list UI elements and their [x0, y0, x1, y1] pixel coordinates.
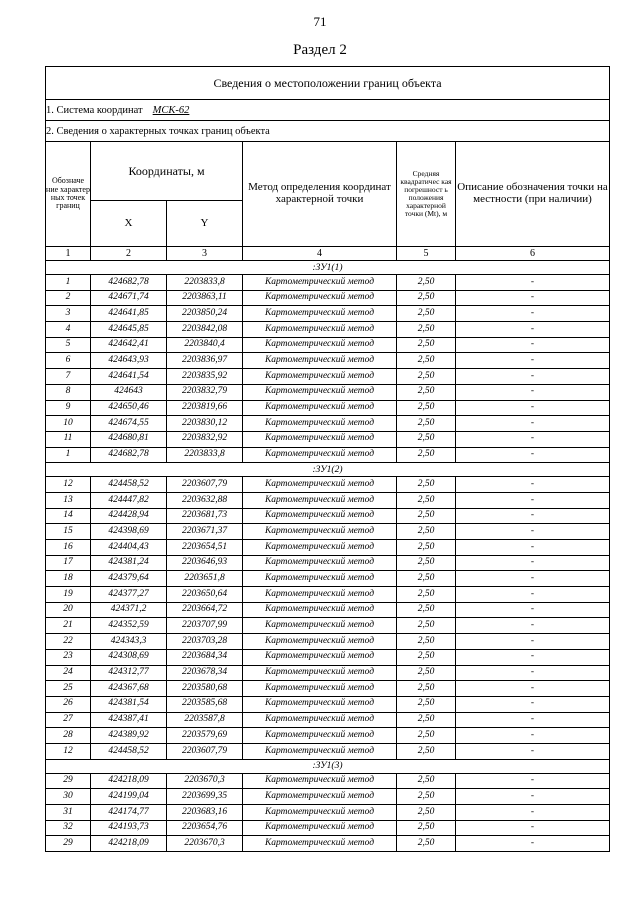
accuracy-cell: 2,50 [397, 634, 456, 650]
accuracy-cell: 2,50 [397, 618, 456, 634]
accuracy-cell: 2,50 [397, 789, 456, 805]
x-coord-cell: 424218,09 [91, 773, 167, 789]
method-cell: Картометрический метод [243, 369, 397, 385]
x-coord-cell: 424308,69 [91, 649, 167, 665]
point-number-cell: 1 [46, 447, 91, 463]
table-row [46, 743, 610, 759]
accuracy-cell: 2,50 [397, 416, 456, 432]
point-number-cell: 26 [46, 696, 91, 712]
accuracy-cell: 2,50 [397, 400, 456, 416]
method-cell: Картометрический метод [243, 492, 397, 508]
column-number: 5 [397, 247, 456, 261]
y-coord-cell: 2203684,34 [167, 649, 243, 665]
description-cell: - [456, 384, 610, 400]
method-cell: Картометрический метод [243, 275, 397, 291]
header-coords: Координаты, м [91, 142, 243, 201]
method-cell: Картометрический метод [243, 649, 397, 665]
y-coord-cell: 2203579,69 [167, 728, 243, 744]
table-row [46, 508, 610, 524]
table-row [46, 618, 610, 634]
x-coord-cell: 424458,52 [91, 743, 167, 759]
x-coord-cell: 424193,73 [91, 820, 167, 836]
description-cell: - [456, 492, 610, 508]
point-number-cell: 12 [46, 743, 91, 759]
x-coord-cell: 424379,64 [91, 571, 167, 587]
table-row [46, 728, 610, 744]
description-cell: - [456, 477, 610, 493]
y-coord-cell: 2203580,68 [167, 681, 243, 697]
x-coord-cell: 424447,82 [91, 492, 167, 508]
x-coord-cell: 424645,85 [91, 322, 167, 338]
point-number-cell: 15 [46, 524, 91, 540]
point-number-cell: 25 [46, 681, 91, 697]
x-coord-cell: 424218,09 [91, 836, 167, 852]
column-number-row [46, 247, 610, 261]
x-coord-cell: 424404,43 [91, 540, 167, 556]
x-coord-cell: 424371,2 [91, 602, 167, 618]
description-cell: - [456, 447, 610, 463]
x-coord-cell: 424643 [91, 384, 167, 400]
point-number-cell: 4 [46, 322, 91, 338]
accuracy-cell: 2,50 [397, 555, 456, 571]
x-coord-cell: 424674,55 [91, 416, 167, 432]
x-coord-cell: 424650,46 [91, 400, 167, 416]
points-section-label: 2. Сведения о характерных точках границ объекта [46, 121, 610, 142]
point-number-cell: 29 [46, 836, 91, 852]
description-cell: - [456, 337, 610, 353]
table-row [46, 820, 610, 836]
description-cell: - [456, 805, 610, 821]
method-cell: Картометрический метод [243, 696, 397, 712]
accuracy-cell: 2,50 [397, 820, 456, 836]
header-point-num: Обозначе ние характер ных точек границ [46, 142, 91, 247]
table-row [46, 275, 610, 291]
table-row [46, 836, 610, 852]
accuracy-cell: 2,50 [397, 743, 456, 759]
point-number-cell: 12 [46, 477, 91, 493]
y-coord-cell: 2203632,88 [167, 492, 243, 508]
description-cell: - [456, 369, 610, 385]
description-cell: - [456, 353, 610, 369]
table-row [46, 602, 610, 618]
x-coord-cell: 424671,74 [91, 290, 167, 306]
x-coord-cell: 424398,69 [91, 524, 167, 540]
description-cell: - [456, 836, 610, 852]
point-number-cell: 20 [46, 602, 91, 618]
table-row [46, 789, 610, 805]
y-coord-cell: 2203671,37 [167, 524, 243, 540]
description-cell: - [456, 618, 610, 634]
y-coord-cell: 2203607,79 [167, 477, 243, 493]
x-coord-cell: 424387,41 [91, 712, 167, 728]
y-coord-cell: 2203670,3 [167, 836, 243, 852]
method-cell: Картометрический метод [243, 555, 397, 571]
y-coord-cell: 2203832,92 [167, 431, 243, 447]
method-cell: Картометрический метод [243, 400, 397, 416]
description-cell: - [456, 400, 610, 416]
y-coord-cell: 2203585,68 [167, 696, 243, 712]
y-coord-cell: 2203703,28 [167, 634, 243, 650]
accuracy-cell: 2,50 [397, 431, 456, 447]
accuracy-cell: 2,50 [397, 681, 456, 697]
header-x: X [91, 201, 167, 247]
accuracy-cell: 2,50 [397, 275, 456, 291]
y-coord-cell: 2203646,93 [167, 555, 243, 571]
method-cell: Картометрический метод [243, 353, 397, 369]
group-name: :ЗУ1(3) [46, 759, 610, 773]
x-coord-cell: 424174,77 [91, 805, 167, 821]
table-row [46, 634, 610, 650]
point-number-cell: 9 [46, 400, 91, 416]
description-cell: - [456, 508, 610, 524]
table-row [46, 447, 610, 463]
accuracy-cell: 2,50 [397, 602, 456, 618]
header-y: Y [167, 201, 243, 247]
group-header-row [46, 261, 610, 275]
accuracy-cell: 2,50 [397, 805, 456, 821]
y-coord-cell: 2203681,73 [167, 508, 243, 524]
method-cell: Картометрический метод [243, 836, 397, 852]
accuracy-cell: 2,50 [397, 728, 456, 744]
column-number: 4 [243, 247, 397, 261]
y-coord-cell: 2203664,72 [167, 602, 243, 618]
accuracy-cell: 2,50 [397, 492, 456, 508]
point-number-cell: 13 [46, 492, 91, 508]
accuracy-cell: 2,50 [397, 540, 456, 556]
y-coord-cell: 2203819,66 [167, 400, 243, 416]
x-coord-cell: 424377,27 [91, 587, 167, 603]
column-number: 3 [167, 247, 243, 261]
accuracy-cell: 2,50 [397, 306, 456, 322]
x-coord-cell: 424682,78 [91, 447, 167, 463]
point-number-cell: 16 [46, 540, 91, 556]
group-header-row [46, 759, 610, 773]
page-number: 71 [313, 14, 327, 29]
accuracy-cell: 2,50 [397, 696, 456, 712]
description-cell: - [456, 540, 610, 556]
table-title: Сведения о местоположении границ объекта [46, 67, 610, 100]
table-row [46, 696, 610, 712]
method-cell: Картометрический метод [243, 665, 397, 681]
table-row [46, 805, 610, 821]
method-cell: Картометрический метод [243, 820, 397, 836]
table-row [46, 649, 610, 665]
description-cell: - [456, 712, 610, 728]
section-title: Раздел 2 [293, 42, 347, 58]
description-cell: - [456, 789, 610, 805]
y-coord-cell: 2203833,8 [167, 447, 243, 463]
point-number-cell: 30 [46, 789, 91, 805]
description-cell: - [456, 743, 610, 759]
point-number-cell: 6 [46, 353, 91, 369]
description-cell: - [456, 555, 610, 571]
point-number-cell: 14 [46, 508, 91, 524]
accuracy-cell: 2,50 [397, 477, 456, 493]
point-number-cell: 8 [46, 384, 91, 400]
y-coord-cell: 2203830,12 [167, 416, 243, 432]
x-coord-cell: 424458,52 [91, 477, 167, 493]
y-coord-cell: 2203607,79 [167, 743, 243, 759]
method-cell: Картометрический метод [243, 384, 397, 400]
table-row [46, 773, 610, 789]
description-cell: - [456, 416, 610, 432]
method-cell: Картометрический метод [243, 306, 397, 322]
accuracy-cell: 2,50 [397, 337, 456, 353]
coord-system-row [46, 100, 610, 121]
group-header-row [46, 463, 610, 477]
x-coord-cell: 424352,59 [91, 618, 167, 634]
y-coord-cell: 2203670,3 [167, 773, 243, 789]
y-coord-cell: 2203832,79 [167, 384, 243, 400]
point-number-cell: 19 [46, 587, 91, 603]
x-coord-cell: 424199,04 [91, 789, 167, 805]
header-method: Метод определения координат характерной точки [243, 142, 397, 247]
group-name: :ЗУ1(1) [46, 261, 610, 275]
y-coord-cell: 2203654,76 [167, 820, 243, 836]
table-row [46, 322, 610, 338]
x-coord-cell: 424428,94 [91, 508, 167, 524]
accuracy-cell: 2,50 [397, 587, 456, 603]
table-row [46, 524, 610, 540]
x-coord-cell: 424680,81 [91, 431, 167, 447]
description-cell: - [456, 649, 610, 665]
description-cell: - [456, 322, 610, 338]
y-coord-cell: 2203654,51 [167, 540, 243, 556]
description-cell: - [456, 820, 610, 836]
method-cell: Картометрический метод [243, 290, 397, 306]
method-cell: Картометрический метод [243, 712, 397, 728]
boundary-points-table [45, 66, 610, 852]
y-coord-cell: 2203833,8 [167, 275, 243, 291]
point-number-cell: 22 [46, 634, 91, 650]
coord-system-value: МСК-62 [152, 104, 190, 116]
method-cell: Картометрический метод [243, 477, 397, 493]
accuracy-cell: 2,50 [397, 836, 456, 852]
table-row [46, 290, 610, 306]
accuracy-cell: 2,50 [397, 773, 456, 789]
point-number-cell: 10 [46, 416, 91, 432]
point-number-cell: 27 [46, 712, 91, 728]
method-cell: Картометрический метод [243, 337, 397, 353]
description-cell: - [456, 728, 610, 744]
table-row [46, 555, 610, 571]
point-number-cell: 2 [46, 290, 91, 306]
point-number-cell: 17 [46, 555, 91, 571]
y-coord-cell: 2203835,92 [167, 369, 243, 385]
description-cell: - [456, 665, 610, 681]
y-coord-cell: 2203707,99 [167, 618, 243, 634]
x-coord-cell: 424641,85 [91, 306, 167, 322]
method-cell: Картометрический метод [243, 416, 397, 432]
method-cell: Картометрический метод [243, 805, 397, 821]
table-row [46, 337, 610, 353]
x-coord-cell: 424642,41 [91, 337, 167, 353]
point-number-cell: 11 [46, 431, 91, 447]
y-coord-cell: 2203699,35 [167, 789, 243, 805]
description-cell: - [456, 431, 610, 447]
description-cell: - [456, 306, 610, 322]
method-cell: Картометрический метод [243, 728, 397, 744]
x-coord-cell: 424641,54 [91, 369, 167, 385]
point-number-cell: 5 [46, 337, 91, 353]
column-number: 2 [91, 247, 167, 261]
table-row [46, 431, 610, 447]
method-cell: Картометрический метод [243, 618, 397, 634]
method-cell: Картометрический метод [243, 447, 397, 463]
y-coord-cell: 2203836,97 [167, 353, 243, 369]
x-coord-cell: 424682,78 [91, 275, 167, 291]
method-cell: Картометрический метод [243, 743, 397, 759]
point-number-cell: 3 [46, 306, 91, 322]
method-cell: Картометрический метод [243, 681, 397, 697]
point-number-cell: 29 [46, 773, 91, 789]
table-row [46, 587, 610, 603]
accuracy-cell: 2,50 [397, 508, 456, 524]
table-row [46, 306, 610, 322]
accuracy-cell: 2,50 [397, 384, 456, 400]
method-cell: Картометрический метод [243, 508, 397, 524]
x-coord-cell: 424381,24 [91, 555, 167, 571]
method-cell: Картометрический метод [243, 602, 397, 618]
method-cell: Картометрический метод [243, 431, 397, 447]
table-row [46, 712, 610, 728]
method-cell: Картометрический метод [243, 789, 397, 805]
header-description: Описание обозначения точки на местности (при наличии) [456, 142, 610, 247]
table-row [46, 416, 610, 432]
column-number: 6 [456, 247, 610, 261]
description-cell: - [456, 602, 610, 618]
point-number-cell: 32 [46, 820, 91, 836]
accuracy-cell: 2,50 [397, 369, 456, 385]
table-row [46, 540, 610, 556]
description-cell: - [456, 681, 610, 697]
method-cell: Картометрический метод [243, 540, 397, 556]
accuracy-cell: 2,50 [397, 290, 456, 306]
point-number-cell: 28 [46, 728, 91, 744]
y-coord-cell: 2203587,8 [167, 712, 243, 728]
description-cell: - [456, 275, 610, 291]
point-number-cell: 1 [46, 275, 91, 291]
y-coord-cell: 2203651,8 [167, 571, 243, 587]
y-coord-cell: 2203683,16 [167, 805, 243, 821]
accuracy-cell: 2,50 [397, 447, 456, 463]
method-cell: Картометрический метод [243, 773, 397, 789]
description-cell: - [456, 634, 610, 650]
method-cell: Картометрический метод [243, 322, 397, 338]
y-coord-cell: 2203850,24 [167, 306, 243, 322]
method-cell: Картометрический метод [243, 524, 397, 540]
accuracy-cell: 2,50 [397, 665, 456, 681]
table-row [46, 665, 610, 681]
x-coord-cell: 424343,3 [91, 634, 167, 650]
method-cell: Картометрический метод [243, 571, 397, 587]
column-number: 1 [46, 247, 91, 261]
accuracy-cell: 2,50 [397, 712, 456, 728]
table-row [46, 477, 610, 493]
point-number-cell: 18 [46, 571, 91, 587]
description-cell: - [456, 290, 610, 306]
accuracy-cell: 2,50 [397, 353, 456, 369]
description-cell: - [456, 587, 610, 603]
description-cell: - [456, 571, 610, 587]
point-number-cell: 21 [46, 618, 91, 634]
accuracy-cell: 2,50 [397, 524, 456, 540]
point-number-cell: 7 [46, 369, 91, 385]
accuracy-cell: 2,50 [397, 649, 456, 665]
description-cell: - [456, 773, 610, 789]
point-number-cell: 23 [46, 649, 91, 665]
y-coord-cell: 2203842,08 [167, 322, 243, 338]
accuracy-cell: 2,50 [397, 571, 456, 587]
table-row [46, 400, 610, 416]
header-accuracy: Средняя квадратичес кая погрешност ь положения характерной точки (Mt), м [397, 142, 456, 247]
x-coord-cell: 424381,54 [91, 696, 167, 712]
accuracy-cell: 2,50 [397, 322, 456, 338]
method-cell: Картометрический метод [243, 587, 397, 603]
x-coord-cell: 424643,93 [91, 353, 167, 369]
x-coord-cell: 424312,77 [91, 665, 167, 681]
method-cell: Картометрический метод [243, 634, 397, 650]
point-number-cell: 31 [46, 805, 91, 821]
table-row [46, 492, 610, 508]
point-number-cell: 24 [46, 665, 91, 681]
x-coord-cell: 424389,92 [91, 728, 167, 744]
table-row [46, 353, 610, 369]
table-row [46, 384, 610, 400]
table-row [46, 369, 610, 385]
y-coord-cell: 2203863,11 [167, 290, 243, 306]
description-cell: - [456, 696, 610, 712]
y-coord-cell: 2203678,34 [167, 665, 243, 681]
description-cell: - [456, 524, 610, 540]
table-row [46, 571, 610, 587]
y-coord-cell: 2203840,4 [167, 337, 243, 353]
x-coord-cell: 424367,68 [91, 681, 167, 697]
group-name: :ЗУ1(2) [46, 463, 610, 477]
table-row [46, 681, 610, 697]
y-coord-cell: 2203650,64 [167, 587, 243, 603]
coord-system-label: 1. Система координат [46, 104, 143, 116]
